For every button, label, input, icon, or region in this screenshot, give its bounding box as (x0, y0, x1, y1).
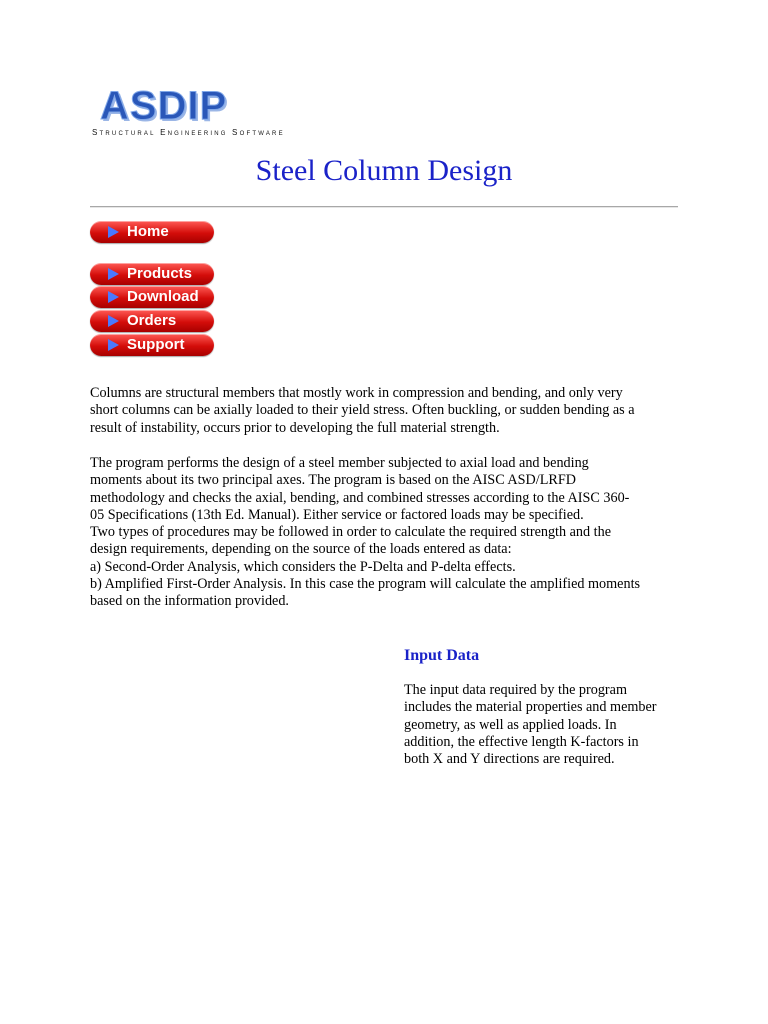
logo-tagline: Structural Engineering Software (92, 128, 285, 137)
play-arrow-icon (108, 268, 119, 280)
play-arrow-icon (108, 339, 119, 351)
text-line: b) Amplified First-Order Analysis. In this case the program will calculate the amplified moments (90, 576, 641, 593)
nav-support-button[interactable] (90, 334, 214, 356)
asdip-logo (92, 84, 292, 144)
nav-button-label: Support (127, 336, 185, 353)
nav-button-label: Home (127, 223, 169, 240)
nav-button-label: Orders (127, 312, 177, 329)
nav-home-button[interactable] (90, 221, 214, 243)
text-line: The program performs the design of a steel member subjected to axial load and bending (90, 455, 589, 471)
header-divider (90, 206, 678, 208)
text-line: methodology and checks the axial, bending, and combined stresses according to the AISC 360- (90, 489, 630, 506)
text-line: based on the information provided. (90, 593, 289, 610)
logo-wordmark: ASDIP (100, 84, 228, 128)
text-line: design requirements, depending on the source of the loads entered as data: (90, 541, 512, 558)
nav-products-button[interactable] (90, 263, 214, 285)
text-line: both X and Y directions are required. (404, 751, 615, 768)
text-line: 05 Specifications (13th Ed. Manual). Either service or factored loads may be specified. (90, 506, 584, 523)
text-line: moments about its two principal axes. The program is based on the AISC ASD/LRFD (90, 472, 577, 489)
input-data-heading: Input Data (404, 647, 480, 664)
play-arrow-icon (108, 226, 119, 238)
text-line: a) Second-Order Analysis, which considers the P-Delta and P-delta effects. (90, 558, 516, 575)
intro-paragraph (90, 385, 690, 437)
nav-button-label: Download (127, 288, 199, 305)
nav-download-button[interactable] (90, 286, 214, 308)
text-line: geometry, as well as applied loads. In (404, 716, 617, 733)
text-line: The input data required by the program (404, 682, 627, 698)
text-line: result of instability, occurs prior to developing the full material strength. (90, 419, 500, 436)
input-data-paragraph (404, 682, 694, 768)
text-line: includes the material properties and member (404, 699, 657, 716)
nav-orders-button[interactable] (90, 310, 214, 332)
play-arrow-icon (108, 315, 119, 327)
nav-button-label: Products (127, 265, 193, 282)
text-line: short columns can be axially loaded to their yield stress. Often buckling, or sudden bending as a (90, 402, 635, 419)
text-line: Two types of procedures may be followed in order to calculate the required strength and the (90, 524, 612, 541)
text-line: Columns are structural members that mostly work in compression and bending, and only very (90, 385, 623, 401)
page-title: Steel Column Design (255, 154, 513, 187)
text-line: addition, the effective length K-factors in (404, 733, 639, 750)
play-arrow-icon (108, 291, 119, 303)
program-paragraph (90, 455, 690, 611)
